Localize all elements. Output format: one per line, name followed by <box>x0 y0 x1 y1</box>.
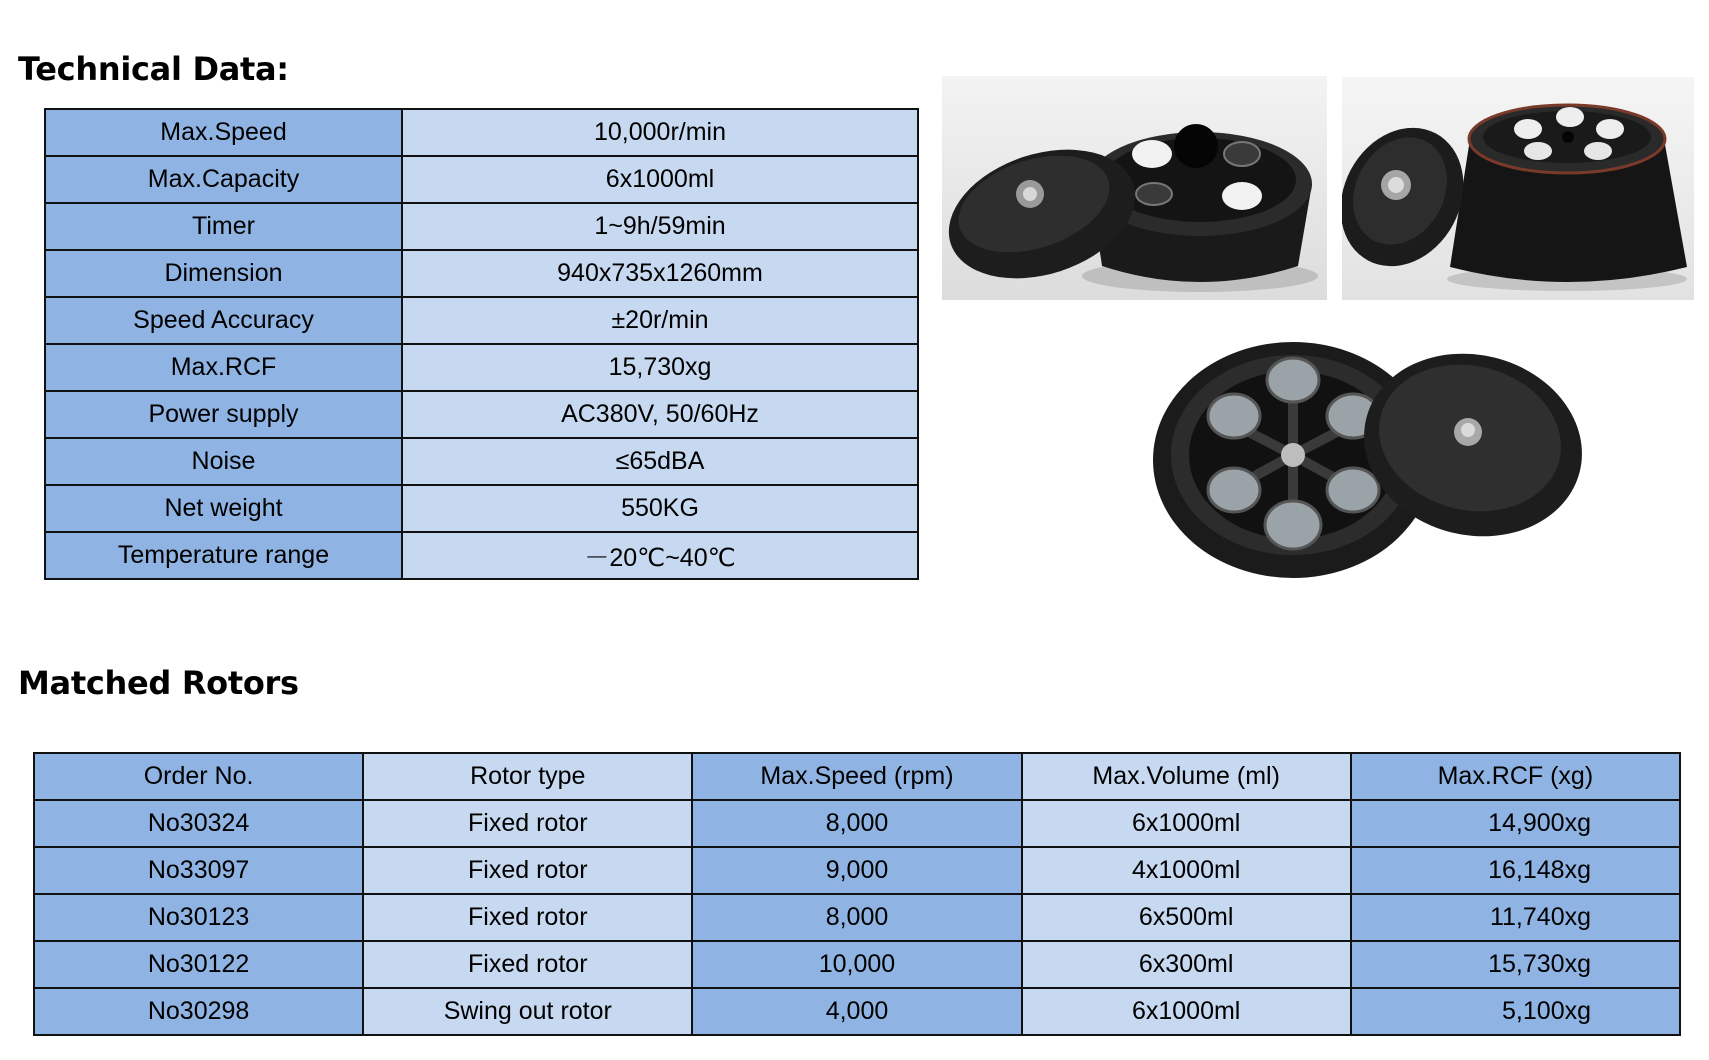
order-no-cell: No30123 <box>34 894 363 941</box>
swing-out-rotor-photo <box>1148 320 1598 595</box>
table-row <box>34 941 1680 988</box>
rotor-type-cell: Fixed rotor <box>363 800 692 847</box>
spec-value: －20℃~40℃ <box>402 532 918 579</box>
max-speed-cell: 4,000 <box>692 988 1021 1035</box>
table-row <box>45 438 918 485</box>
spec-label: Noise <box>45 438 402 485</box>
rotor-type-cell: Swing out rotor <box>363 988 692 1035</box>
spec-label: Net weight <box>45 485 402 532</box>
max-speed-cell: 8,000 <box>692 894 1021 941</box>
table-row <box>45 203 918 250</box>
max-volume-cell: 6x300ml <box>1022 941 1351 988</box>
spec-label: Timer <box>45 203 402 250</box>
rotor-type-cell: Fixed rotor <box>363 894 692 941</box>
table-header-row <box>34 753 1680 800</box>
spec-value: 1~9h/59min <box>402 203 918 250</box>
table-row <box>45 156 918 203</box>
spec-value: ±20r/min <box>402 297 918 344</box>
order-no-cell: No30324 <box>34 800 363 847</box>
max-rcf-cell: 15,730xg <box>1351 941 1680 988</box>
column-header: Order No. <box>34 753 363 800</box>
technical-data-table <box>44 108 919 580</box>
spec-label: Max.Capacity <box>45 156 402 203</box>
table-row <box>45 297 918 344</box>
spec-value: 940x735x1260mm <box>402 250 918 297</box>
max-rcf-cell: 11,740xg <box>1351 894 1680 941</box>
spec-value: 10,000r/min <box>402 109 918 156</box>
table-row <box>45 250 918 297</box>
spec-value: 6x1000ml <box>402 156 918 203</box>
spec-label: Temperature range <box>45 532 402 579</box>
max-volume-cell: 4x1000ml <box>1022 847 1351 894</box>
matched-rotors-heading: Matched Rotors <box>18 664 299 702</box>
spec-label: Power supply <box>45 391 402 438</box>
spec-value: 550KG <box>402 485 918 532</box>
spec-label: Dimension <box>45 250 402 297</box>
table-row <box>45 485 918 532</box>
table-row <box>34 894 1680 941</box>
column-header: Max.RCF (xg) <box>1351 753 1680 800</box>
fixed-rotor-six-bottle-photo <box>1342 77 1694 300</box>
technical-data-heading: Technical Data: <box>18 50 289 88</box>
rotor-type-cell: Fixed rotor <box>363 847 692 894</box>
table-row <box>34 800 1680 847</box>
max-speed-cell: 9,000 <box>692 847 1021 894</box>
max-rcf-cell: 5,100xg <box>1351 988 1680 1035</box>
column-header: Max.Speed (rpm) <box>692 753 1021 800</box>
max-volume-cell: 6x500ml <box>1022 894 1351 941</box>
max-rcf-cell: 16,148xg <box>1351 847 1680 894</box>
order-no-cell: No30298 <box>34 988 363 1035</box>
max-speed-cell: 10,000 <box>692 941 1021 988</box>
spec-label: Max.Speed <box>45 109 402 156</box>
order-no-cell: No33097 <box>34 847 363 894</box>
table-row <box>45 391 918 438</box>
max-volume-cell: 6x1000ml <box>1022 800 1351 847</box>
table-row <box>45 109 918 156</box>
matched-rotors-table <box>33 752 1681 1036</box>
order-no-cell: No30122 <box>34 941 363 988</box>
max-volume-cell: 6x1000ml <box>1022 988 1351 1035</box>
column-header: Max.Volume (ml) <box>1022 753 1351 800</box>
spec-value: ≤65dBA <box>402 438 918 485</box>
table-row <box>34 988 1680 1035</box>
spec-label: Max.RCF <box>45 344 402 391</box>
column-header: Rotor type <box>363 753 692 800</box>
max-rcf-cell: 14,900xg <box>1351 800 1680 847</box>
spec-value: AC380V, 50/60Hz <box>402 391 918 438</box>
table-row <box>45 532 918 579</box>
table-row <box>45 344 918 391</box>
spec-value: 15,730xg <box>402 344 918 391</box>
rotor-type-cell: Fixed rotor <box>363 941 692 988</box>
table-row <box>34 847 1680 894</box>
spec-label: Speed Accuracy <box>45 297 402 344</box>
fixed-rotor-with-lid-photo <box>942 76 1327 300</box>
max-speed-cell: 8,000 <box>692 800 1021 847</box>
